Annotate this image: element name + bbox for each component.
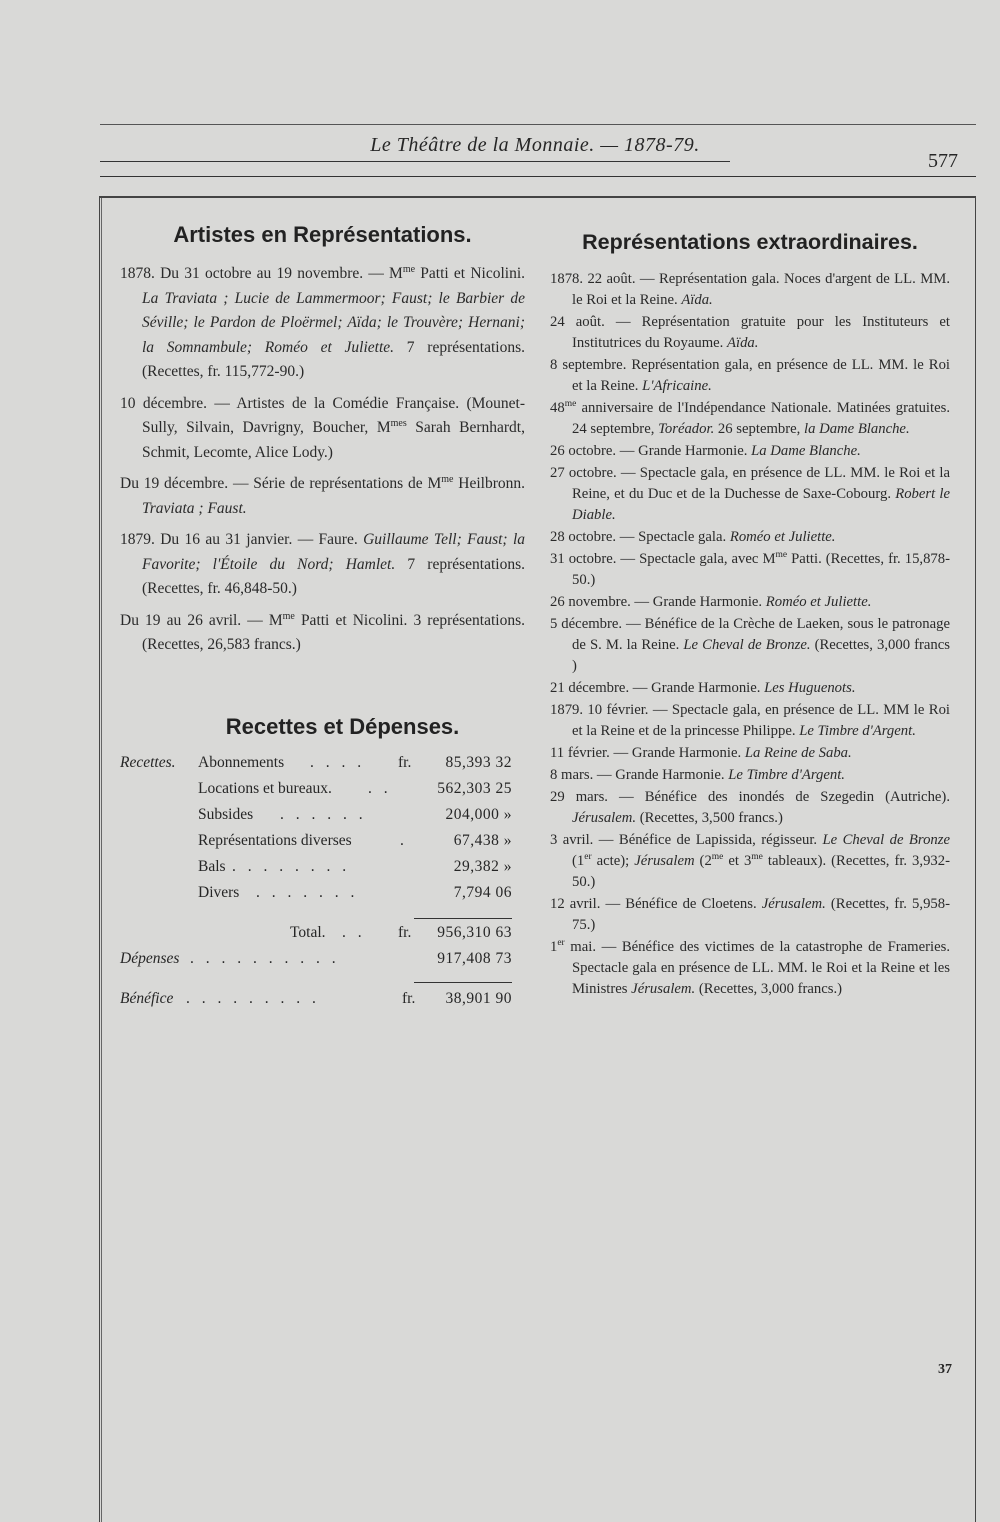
entry-text: (1 <box>572 853 585 869</box>
account-row-benefice <box>120 990 525 1016</box>
account-amount: 204,000 » <box>445 805 512 823</box>
entry-works: Toréador. <box>658 421 715 437</box>
event-entry <box>550 830 950 893</box>
sheet-number: 37 <box>938 1362 952 1377</box>
event-entry <box>550 269 950 311</box>
account-amount: 562,303 25 <box>437 779 512 797</box>
entry-sup: mes <box>390 417 407 429</box>
event-entry <box>550 787 950 829</box>
event-entry <box>550 441 950 462</box>
entry-works: Robert le Diable. <box>572 486 950 523</box>
page-number: 577 <box>928 150 958 172</box>
entry-text: 11 février. — Grande Harmonie. <box>550 745 745 761</box>
entry-text: 1878. 22 août. — Représentation gala. Noces d'argent de LL. MM. le Roi et la Reine. <box>550 271 950 308</box>
account-row-subsides <box>120 806 525 832</box>
entry-works: Le Cheval de Bronze. <box>683 637 811 653</box>
sum-rule-row <box>120 910 525 924</box>
leader-dots: . . . . <box>310 753 366 771</box>
account-label: Abonnements <box>198 753 285 771</box>
account-row-locations <box>120 780 525 806</box>
entry-text: 5 décembre. — Bénéfice de la Crèche de Laeken, sous le patronage de S. M. la Reine. <box>550 616 950 653</box>
account-amount: 85,393 32 <box>445 753 512 771</box>
event-entry <box>550 678 950 699</box>
entry-text: 3 avril. — Bénéfice de Lapissida, régisseur. <box>550 832 823 848</box>
currency-label: fr. <box>398 923 412 941</box>
entry-text: 21 décembre. — Grande Harmonie. <box>550 680 765 696</box>
event-entry <box>550 398 950 440</box>
entry-text: (Recettes, fr. 5,958-75.) <box>572 896 950 933</box>
entry-text: Patti et Nicolini. <box>415 265 526 282</box>
entry-text: Patti et Nicolini. 3 représentations. (Recettes, 26,583 francs.) <box>142 611 526 653</box>
entry-works: Jérusalem <box>634 853 695 869</box>
account-label: Subsides <box>198 805 254 823</box>
entry-text: Du 19 décembre. — Série de représentations de M <box>120 475 442 492</box>
entry-works: Traviata ; Faust. <box>142 499 247 517</box>
accounts-heading: Recettes et Dépenses. <box>225 713 460 739</box>
entry-text: 10 décembre. — Artistes de la Comédie Française. (Mounet-Sully, Silvain, Davrigny, Boucher, M <box>120 394 525 436</box>
entry-sup: me <box>775 550 788 561</box>
entry-works: Les Huguenots. <box>764 680 856 696</box>
accounts-section <box>120 714 525 1016</box>
entry-text: 26 novembre. — Grande Harmonie. <box>550 594 766 610</box>
entry-text: 27 octobre. — Spectacle gala, en présence de LL. MM. le Roi et la Reine, et du Duc et de la Duchesse de Saxe-Cobourg. <box>550 465 950 502</box>
entry-text: 48 <box>550 400 565 416</box>
right-column <box>550 230 950 1001</box>
entry-text: 8 septembre. Représentation gala, en présence de LL. MM. le Roi et la Reine. <box>550 357 950 394</box>
entry-works: Jérusalem. <box>631 981 696 997</box>
entry-text: 1878. Du 31 octobre au 19 novembre. — M <box>120 265 403 282</box>
account-label: Bals <box>198 857 226 875</box>
entry-text: Patti. (Recettes, fr. 15,878-50.) <box>572 551 951 588</box>
leader-dots: . . . . . . <box>280 805 367 823</box>
entry-sup: er <box>557 938 565 949</box>
entry-text: 7 représentations. (Recettes, fr. 46,848-50.) <box>142 555 526 597</box>
account-row-total <box>120 924 525 950</box>
account-amount: 29,382 » <box>453 857 512 875</box>
depenses-amount: 917,408 73 <box>437 949 512 967</box>
entry-sup: er <box>584 852 592 863</box>
extraordinary-heading: Représentations extraordinaires. <box>582 230 918 254</box>
leader-dots: . . . . . . . . . . <box>190 949 340 967</box>
sum-rule <box>414 918 512 919</box>
recettes-label: Recettes. <box>120 753 176 771</box>
account-label: Locations et bureaux. <box>198 779 332 797</box>
total-amount: 956,310 63 <box>437 923 512 941</box>
account-label: Divers <box>198 883 240 901</box>
event-entry <box>550 700 950 742</box>
left-column <box>120 222 525 1016</box>
entry-text: mai. — Bénéfice des victimes de la catastrophe de Frameries. Spectacle gala en présence de LL. MM. le Roi et la Reine et les Ministres <box>564 939 950 997</box>
artists-entry-5 <box>120 609 525 658</box>
account-row-divers <box>120 884 525 910</box>
entry-works: La Dame Blanche. <box>751 443 861 459</box>
leader-dots: . . . . . . . <box>256 883 359 901</box>
entry-sup: me <box>402 263 416 275</box>
entry-works: Jérusalem. <box>572 810 637 826</box>
event-entry <box>550 937 950 1000</box>
sum-rule <box>414 982 512 983</box>
entry-works: L'Africaine. <box>642 378 712 394</box>
entry-text: et 3 <box>723 853 752 869</box>
benefice-amount: 38,901 90 <box>445 989 512 1007</box>
event-entry <box>550 894 950 936</box>
event-entry <box>550 312 950 354</box>
header-rule-bottom <box>100 161 730 162</box>
leader-dots: . <box>400 831 408 849</box>
account-label: Représentations diverses <box>198 831 352 849</box>
entry-works: Aïda. <box>681 292 713 308</box>
entry-text: 1879. Du 16 au 31 janvier. — Faure. <box>120 531 364 548</box>
entry-text: Du 19 au 26 avril. — M <box>120 611 283 629</box>
artists-entry-1 <box>120 262 525 385</box>
entry-works: Le Timbre d'Argent. <box>728 767 845 783</box>
header-rule-top <box>100 124 976 125</box>
entry-text: 1 <box>550 939 558 955</box>
artists-entry-4 <box>120 528 525 602</box>
event-entry <box>550 765 950 786</box>
leader-dots: . . . . . . . . <box>232 857 351 875</box>
entry-sup: me <box>282 610 295 622</box>
entry-works: Roméo et Juliette. <box>765 594 872 610</box>
event-entry <box>550 549 950 591</box>
event-entry <box>550 355 950 397</box>
event-entry <box>550 463 950 526</box>
entry-text: acte); <box>591 853 635 869</box>
total-label: Total. <box>290 923 326 941</box>
entry-text: 31 octobre. — Spectacle gala, avec M <box>550 551 776 567</box>
entry-text: 26 septembre, <box>714 421 804 437</box>
event-entry <box>550 614 950 677</box>
content-frame-inner <box>101 198 102 1522</box>
account-row-representations <box>120 832 525 858</box>
account-amount: 7,794 06 <box>453 883 512 901</box>
entry-text: Heilbronn. <box>453 475 525 492</box>
leader-dots: . . <box>342 923 366 941</box>
entry-works: Aïda. <box>727 335 759 351</box>
entry-text: 26 octobre. — Grande Harmonie. <box>550 443 752 459</box>
benefice-label: Bénéfice <box>120 989 174 1007</box>
entry-works: La Reine de Saba. <box>744 745 852 761</box>
entry-text: 7 représentations. (Recettes, fr. 115,772-90.) <box>142 338 525 380</box>
entry-text: 1879. 10 février. — Spectacle gala, en présence de LL. MM le Roi et la Reine et de la princesse Philippe. <box>550 702 950 739</box>
entry-sup: me <box>751 852 763 863</box>
entry-sup: me <box>711 852 724 863</box>
running-header: Le Théâtre de la Monnaie. — 1878-79. <box>370 134 700 156</box>
entry-text: (Recettes, 3,000 francs ) <box>572 637 950 674</box>
artists-entry-2 <box>120 392 525 466</box>
entry-works: La Traviata ; Lucie de Lammermoor; Faust; le Barbier de Séville; le Pardon de Ploërmel; Aïda; le Trouvère; Hernani; la Somnambule; Roméo et Juliette. <box>142 289 525 356</box>
leader-dots: . . <box>368 779 392 797</box>
account-row-depenses <box>120 950 525 976</box>
entry-works: Le Cheval de Bronze <box>822 832 950 848</box>
event-entry <box>550 743 950 764</box>
currency-label: fr. <box>402 989 416 1007</box>
entry-sup: me <box>441 473 454 485</box>
entry-text: 29 mars. — Bénéfice des inondés de Szegedin (Autriche). <box>550 789 950 805</box>
entry-text: 12 avril. — Bénéfice de Cloetens. <box>550 896 762 912</box>
entry-text: (Recettes, 3,000 francs.) <box>695 981 843 997</box>
artists-entry-3 <box>120 472 525 521</box>
entry-text: (2 <box>694 853 712 869</box>
event-entry <box>550 527 950 548</box>
entry-text: anniversaire de l'Indépendance Nationale. Matinées gratuites. 24 septembre, <box>572 400 950 437</box>
account-row-abonnements <box>120 754 525 780</box>
entry-text: 8 mars. — Grande Harmonie. <box>550 767 729 783</box>
entry-text: tableaux). (Recettes, fr. 3,932-50.) <box>572 853 950 890</box>
sum-rule-row <box>120 976 525 990</box>
entry-text: 24 août. — Représentation gratuite pour les Instituteurs et Institutrices du Royaume. <box>550 314 950 351</box>
entry-text: Sarah Bernhardt, Schmit, Lecomte, Alice Lody.) <box>142 419 525 461</box>
entry-works: Le Timbre d'Argent. <box>799 723 916 739</box>
entry-works: Roméo et Juliette. <box>729 529 836 545</box>
entry-sup: me <box>564 399 577 410</box>
entry-text: (Recettes, 3,500 francs.) <box>636 810 783 826</box>
entry-works: Guillaume Tell; Faust; la Favorite; l'Étoile du Nord; Hamlet. <box>142 531 526 573</box>
event-entry <box>550 592 950 613</box>
account-row-bals <box>120 858 525 884</box>
header-rule-under <box>100 176 976 177</box>
leader-dots: . . . . . . . . . <box>186 989 320 1007</box>
account-amount: 67,438 » <box>453 831 512 849</box>
entry-works: la Dame Blanche. <box>803 421 910 437</box>
artists-heading: Artistes en Représentations. <box>173 222 472 247</box>
depenses-label: Dépenses <box>120 949 180 967</box>
entry-text: 28 octobre. — Spectacle gala. <box>550 529 730 545</box>
currency-label: fr. <box>398 753 412 771</box>
entry-works: Jérusalem. <box>761 896 826 912</box>
